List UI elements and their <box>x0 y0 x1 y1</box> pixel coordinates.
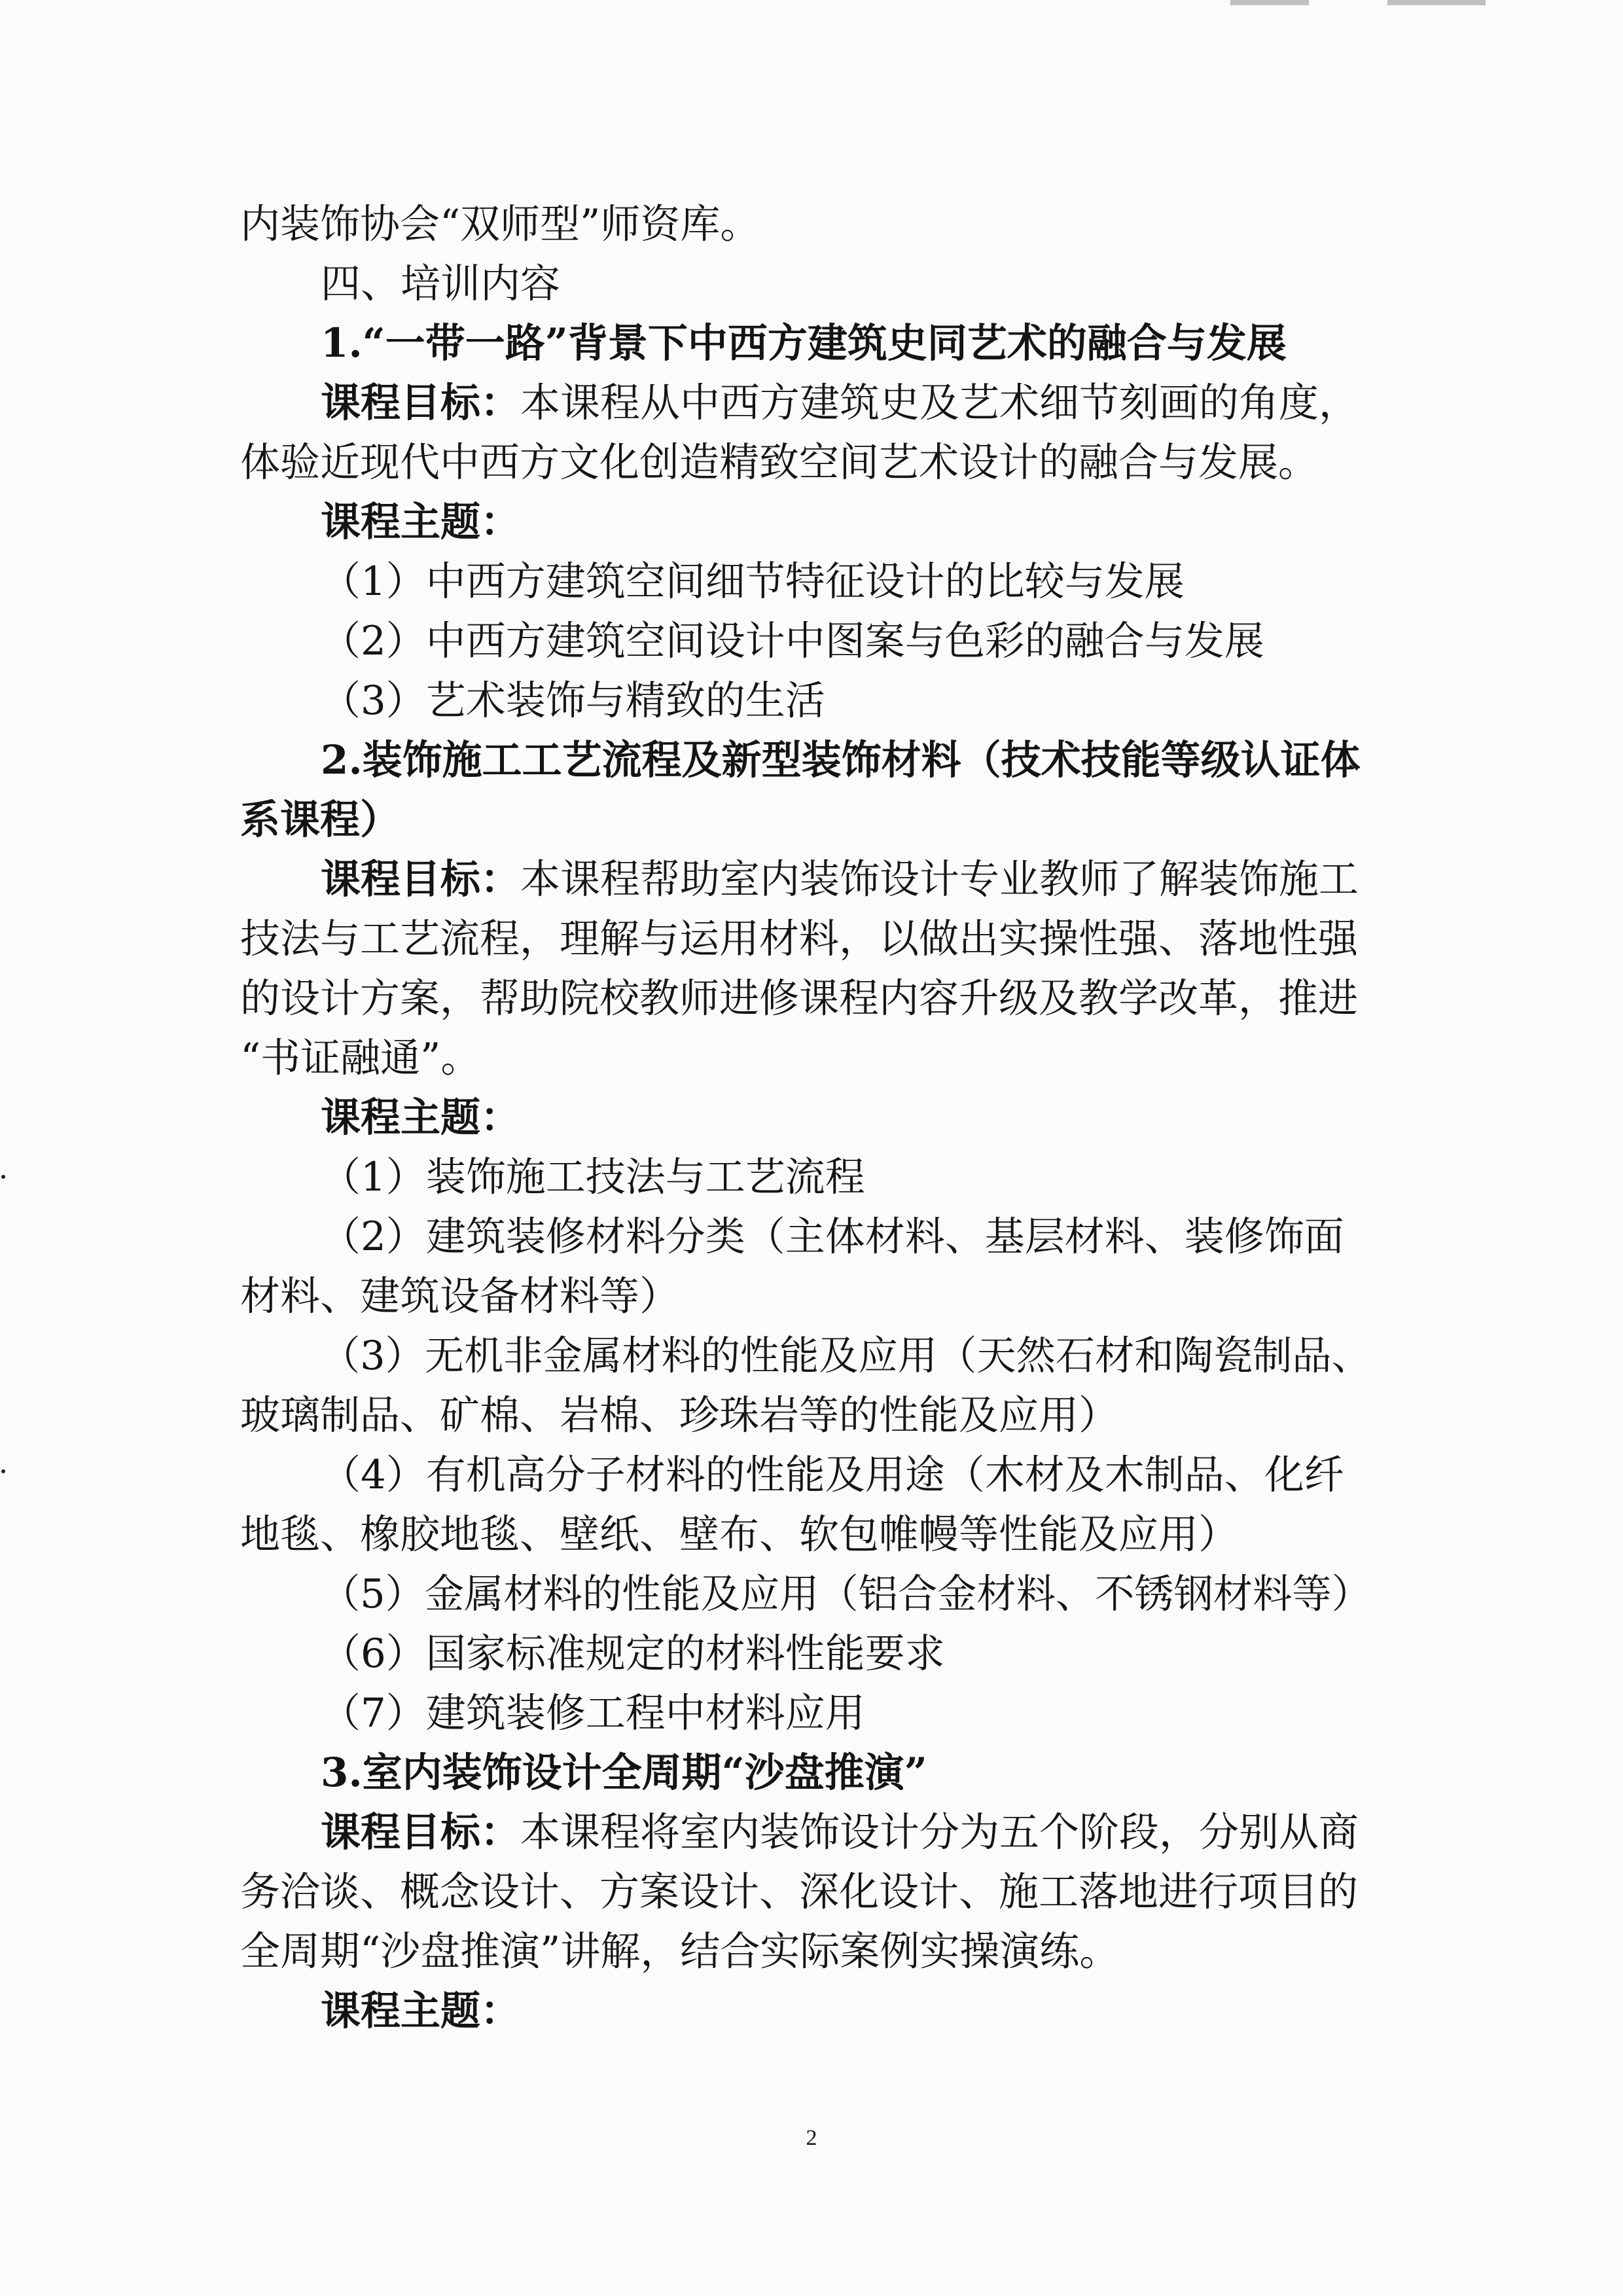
line-text: （7）建筑装修工程中材料应用 <box>321 1690 865 1736</box>
line-text: 玻璃制品、矿棉、岩棉、珍珠岩等的性能及应用） <box>240 1392 1119 1439</box>
list-item <box>321 615 1264 668</box>
list-item <box>321 1330 1371 1382</box>
line-text: （2）建筑装修材料分类（主体材料、基层材料、装修饰面 <box>321 1213 1344 1260</box>
line-label: 课程主题： <box>321 1988 521 2034</box>
body-line <box>321 1806 1359 1859</box>
list-item <box>240 1390 1118 1442</box>
line-text: 务洽谈、概念设计、方案设计、深化设计、施工落地进行项目的 <box>240 1869 1359 1915</box>
line-text: 内装饰协会“双师型”师资库。 <box>240 201 760 247</box>
list-item <box>321 1687 865 1740</box>
body-line <box>240 198 760 251</box>
line-text: 1.“一带一路”背景下中西方建筑史同艺术的融合与发展 <box>321 320 1287 367</box>
line-text: 的设计方案，帮助院校教师进修课程内容升级及教学改革，推进 <box>240 975 1359 1022</box>
line-label: 课程目标： <box>321 380 521 426</box>
line-text: （3）艺术装饰与精致的生活 <box>321 677 825 724</box>
line-text: （1）装饰施工技法与工艺流程 <box>321 1154 865 1200</box>
list-item <box>240 1509 1238 1561</box>
line-text: 本课程帮助室内装饰设计专业教师了解装饰施工 <box>520 856 1359 903</box>
scan-speck <box>1 1469 5 1473</box>
line-text: （5）金属材料的性能及应用（铝合金材料、不锈钢材料等） <box>321 1571 1371 1617</box>
body-line <box>240 1866 1358 1918</box>
subheading <box>321 496 520 548</box>
course-heading <box>321 317 1287 370</box>
subheading <box>321 1985 520 2037</box>
line-label: 课程目标： <box>321 856 521 903</box>
line-text: 四、培训内容 <box>321 260 561 307</box>
body-line <box>240 913 1358 965</box>
body-line <box>240 437 1318 489</box>
line-text: 全周期“沙盘推演”讲解，结合实际案例实操演练。 <box>240 1928 1120 1975</box>
line-text: 体验近现代中西方文化创造精致空间艺术设计的融合与发展。 <box>240 439 1319 486</box>
line-label: 课程目标： <box>321 1809 521 1856</box>
list-item <box>321 1628 945 1680</box>
scan-speck <box>1 1175 5 1179</box>
subheading <box>321 1092 520 1144</box>
line-text: 地毯、橡胶地毯、壁纸、壁布、软包帷幔等性能及应用） <box>240 1511 1239 1558</box>
list-item <box>321 556 1185 608</box>
list-item <box>321 1568 1371 1621</box>
scan-edge-mark <box>1387 0 1486 5</box>
list-item <box>321 1211 1344 1263</box>
list-item <box>321 675 825 727</box>
line-text: 材料、建筑设备材料等） <box>240 1273 680 1319</box>
line-text: 3.室内装饰设计全周期“沙盘推演” <box>321 1749 927 1796</box>
list-item <box>321 1449 1344 1501</box>
line-label: 课程主题： <box>321 499 521 545</box>
line-label: 课程主题： <box>321 1094 521 1141</box>
line-text: （1）中西方建筑空间细节特征设计的比较与发展 <box>321 558 1185 605</box>
body-line <box>321 377 1359 429</box>
scan-edge-mark <box>1230 0 1309 5</box>
line-text: （3）无机非金属材料的性能及应用（天然石材和陶瓷制品、 <box>321 1333 1371 1379</box>
page-number: 2 <box>806 2126 817 2150</box>
line-text: 本课程从中西方建筑史及艺术细节刻画的角度， <box>520 380 1359 426</box>
list-item <box>240 1270 679 1323</box>
course-heading <box>321 734 1361 787</box>
course-heading <box>240 794 400 846</box>
line-text: 本课程将室内装饰设计分为五个阶段，分别从商 <box>520 1809 1359 1856</box>
line-text: （4）有机高分子材料的性能及用途（木材及木制品、化纤 <box>321 1452 1344 1498</box>
body-line <box>240 1032 480 1085</box>
line-text: 技法与工艺流程，理解与运用材料，以做出实操性强、落地性强 <box>240 916 1359 962</box>
line-text: （6）国家标准规定的材料性能要求 <box>321 1630 945 1677</box>
line-text: “书证融通”。 <box>240 1035 481 1081</box>
course-heading <box>321 1747 927 1799</box>
line-text: （2）中西方建筑空间设计中图案与色彩的融合与发展 <box>321 618 1264 664</box>
line-text: 2.装饰施工工艺流程及新型装饰材料（技术技能等级认证体 <box>321 737 1361 783</box>
body-line <box>240 973 1358 1025</box>
section-heading <box>321 258 560 310</box>
list-item <box>321 1151 865 1204</box>
line-text: 系课程） <box>240 797 401 843</box>
body-line <box>321 853 1359 906</box>
body-line <box>240 1926 1119 1978</box>
